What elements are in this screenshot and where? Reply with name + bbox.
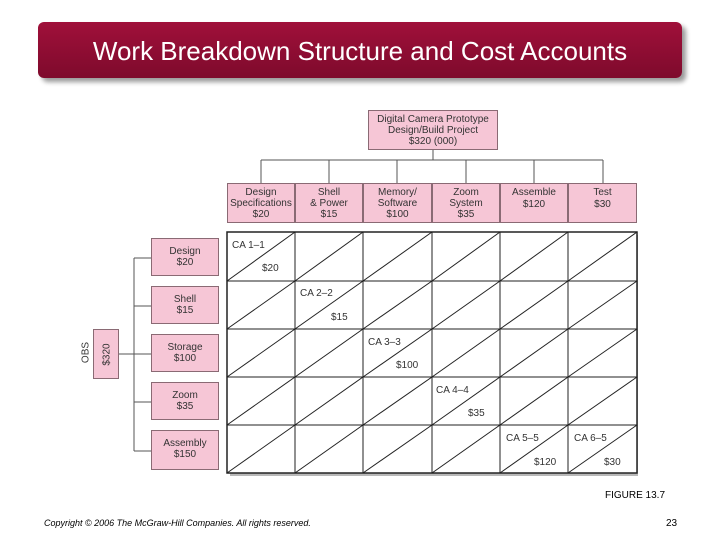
wbs-item-line1: Shell xyxy=(317,187,341,198)
cost-account-value: $20 xyxy=(262,263,279,274)
root-line3: $320 (000) xyxy=(408,136,458,147)
root-line1: Digital Camera Prototype xyxy=(377,114,489,125)
obs-unit-cost: $100 xyxy=(173,353,197,364)
wbs-item-assemble xyxy=(500,183,568,223)
wbs-item-test xyxy=(568,183,637,223)
cost-account-value: $30 xyxy=(604,457,621,468)
wbs-item-line1: Zoom xyxy=(453,187,479,198)
cost-account-id: CA 6–5 xyxy=(574,433,607,444)
obs-unit-design xyxy=(151,238,219,276)
cost-account-value: $15 xyxy=(331,312,348,323)
cost-account-id: CA 3–3 xyxy=(368,337,401,348)
project-root-box xyxy=(368,110,498,150)
obs-unit-assembly xyxy=(151,430,219,470)
cost-account-id: CA 2–2 xyxy=(300,288,333,299)
wbs-item-cost: $100 xyxy=(386,209,409,220)
wbs-item-cost: $30 xyxy=(594,199,611,210)
obs-unit-zoom xyxy=(151,382,219,420)
obs-unit-name: Zoom xyxy=(172,390,198,401)
obs-unit-cost: $15 xyxy=(176,305,194,316)
obs-total-box xyxy=(93,329,119,379)
cost-account-value: $35 xyxy=(468,408,485,419)
slide-title: Work Breakdown Structure and Cost Accounts xyxy=(92,36,628,66)
wbs-item-line1: Test xyxy=(593,187,612,198)
wbs-item-design-specifications xyxy=(227,183,295,223)
obs-total-value: $320 xyxy=(101,343,113,366)
obs-unit-shell xyxy=(151,286,219,324)
obs-unit-name: Assembly xyxy=(163,438,207,449)
wbs-item-cost: $20 xyxy=(252,209,270,220)
cost-account-id: CA 5–5 xyxy=(506,433,539,444)
wbs-item-line2: Specifications xyxy=(230,198,292,209)
obs-unit-cost: $35 xyxy=(176,401,194,412)
cost-account-value: $100 xyxy=(396,360,419,371)
wbs-item-line1: Memory/ xyxy=(378,187,417,198)
wbs-item-memory-software xyxy=(363,183,432,223)
obs-label: OBS xyxy=(80,341,92,364)
wbs-item-line1: Design xyxy=(245,187,277,198)
wbs-item-line2: Software xyxy=(377,198,418,209)
cost-account-value: $120 xyxy=(534,457,557,468)
root-line2: Design/Build Project xyxy=(387,125,479,136)
obs-unit-cost: $20 xyxy=(176,257,194,268)
cost-account-id: CA 1–1 xyxy=(232,240,265,251)
wbs-item-zoom-system xyxy=(432,183,500,223)
obs-unit-name: Shell xyxy=(173,294,197,305)
wbs-item-line1: Assemble xyxy=(512,187,556,198)
wbs-item-cost: $120 xyxy=(522,199,546,210)
wbs-item-line2: & Power xyxy=(310,198,348,209)
figure-label: FIGURE 13.7 xyxy=(605,490,666,501)
wbs-item-shell-power xyxy=(295,183,363,223)
obs-unit-storage xyxy=(151,334,219,372)
page-number: 23 xyxy=(666,518,678,529)
cost-account-id: CA 4–4 xyxy=(436,385,469,396)
wbs-item-cost: $15 xyxy=(320,209,338,220)
obs-unit-name: Design xyxy=(169,246,201,257)
wbs-item-cost: $35 xyxy=(457,209,475,220)
wbs-item-line2: System xyxy=(449,198,483,209)
obs-unit-cost: $150 xyxy=(173,449,197,460)
obs-unit-name: Storage xyxy=(167,342,203,353)
copyright-notice: Copyright © 2006 The McGraw-Hill Companies. All rights reserved. xyxy=(44,518,311,528)
